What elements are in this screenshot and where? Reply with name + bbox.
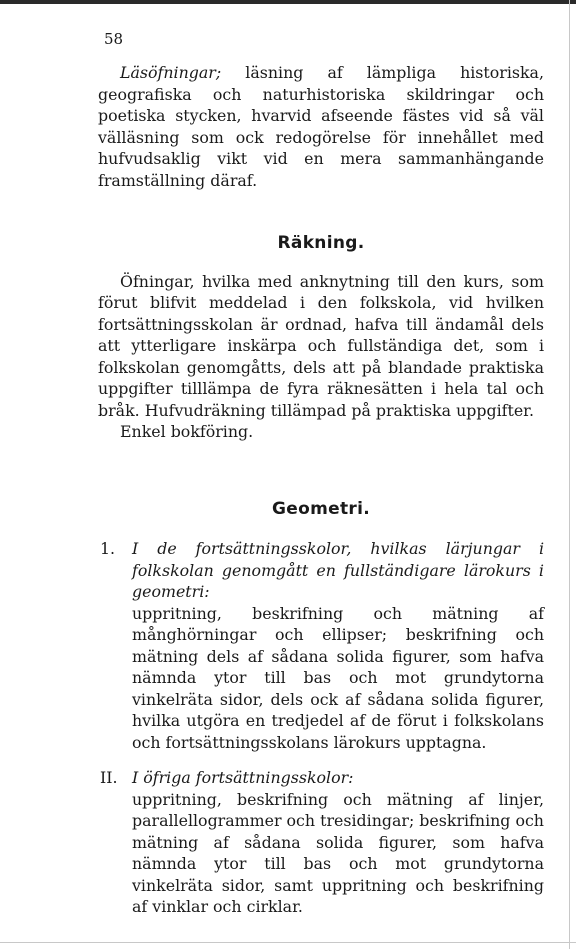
geometri-item-2 [98, 767, 544, 918]
right-edge-line [569, 0, 570, 949]
top-edge-rule [0, 0, 576, 4]
intro-term: Läsöfningar; [120, 63, 222, 82]
rakning-paragraph: Öfningar, hvilka med anknytning till den kurs, som förut blifvit meddelad i den folkskola, vid hvilken fortsättningsskolan är ordnad, hafva till ändamål dels att ytterligare inskärpa och fullständiga det, som i folkskolan genomgåtts, dels att på blandade praktiska uppgifter tilllämpa de fyra räknesätten i hela tal och bråk. Hufvudräkning tillämpad på praktiska uppgifter. [98, 271, 544, 420]
section-heading-rakning: Räkning. [277, 233, 365, 253]
item-text: uppritning, beskrifning och mätning af linjer, parallellogrammer och tresidingar; beskrifning och mätning af sådana solida figurer, som hafva nämnda ytor till bas och mot grundytorna vinkelräta sidor, samt uppritning och beskrifning af vinklar och cirklar. [132, 789, 544, 916]
item-number: II. [100, 768, 118, 787]
item-body [132, 767, 544, 918]
page-number: 58 [104, 30, 124, 48]
item-text: uppritning, beskrifning och mätning af månghörningar och ellipser; beskrifning och mätning dels af sådana solida figurer, som hafva nämnda ytor till bas och mot grundytorna vinkelräta sidor, dels ock af sådana solida figurer, hvilka utgöra en tredjedel af de förut i folkskolans och fortsättningsskolans lärokurs upptagna. [132, 603, 544, 752]
bottom-edge-line [0, 942, 576, 943]
item-lead: I öfriga fortsättningsskolor: [132, 768, 354, 787]
page-content [98, 62, 544, 918]
rakning-extra: Enkel bokföring. [120, 422, 254, 441]
item-number: 1. [100, 539, 116, 558]
geometri-item-1 [98, 538, 544, 753]
section-heading-geometri: Geometri. [272, 498, 370, 519]
item-body [132, 538, 544, 753]
intro-text: läsning af lämpliga historiska, geografiska och naturhistoriska skildringar och poetiska stycken, hvarvid afseende fästes vid så väl välläsning som ock redogörelse för innehållet med hufvudsaklig vikt vid en mera sammanhängande framställning däraf. [98, 63, 544, 190]
item-lead: I de fortsättningsskolor, hvilkas lärjungar i folkskolan genomgått en fullständigare lärokurs i geometri: [132, 539, 544, 601]
intro-paragraph [98, 62, 544, 191]
